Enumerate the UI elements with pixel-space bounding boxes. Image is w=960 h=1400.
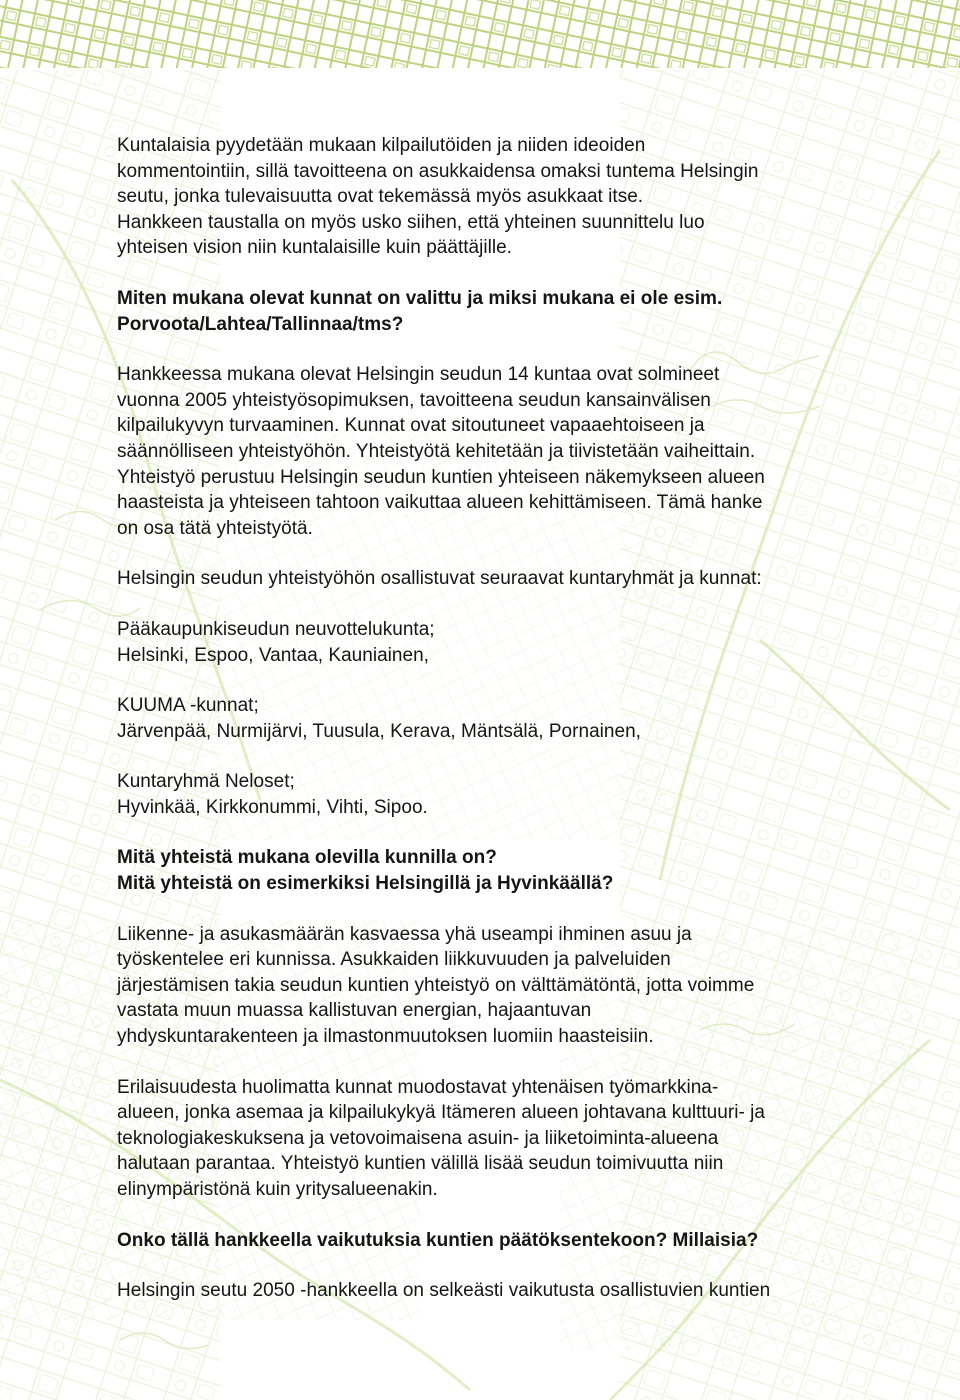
- labour-market-paragraph: Erilaisuudesta huolimatta kunnat muodostavat yhtenäisen työmarkkina- alueen, jonka asemaa ja kilpailukykyä Itämeren alueen johtavana kulttuuri- ja teknologiakeskuksena ja vetovoimaisena asuin- ja liiketoiminta-alueena halutaan parantaa. Yhteistyö kuntien välillä lisää seudun toimivuutta niin elinympäristönä kuin yritysalueenakin.: [117, 1076, 765, 1200]
- cooperation-paragraph: Hankkeessa mukana olevat Helsingin seudun 14 kuntaa ovat solmineet vuonna 2005 yhteistyösopimuksen, tavoitteena seudun kansainvälisen kilpailukyvyn turvaaminen. Kunnat ovat sitoutuneet vapaaehtoiseen ja säännölliseen yhteistyöhön. Yhteistyötä kehitetään ja tiivistetään vaiheittain. Yhteistyö perustuu Helsingin seudun kuntien yhteiseen näkemykseen alueen haasteista ja yhteiseen tahtoon vaikuttaa alueen kehittämiseen. Tämä hanke on osa tätä yhteistyötä.: [117, 364, 765, 539]
- question-common-ground: Mitä yhteistä mukana olevilla kunnilla on? Mitä yhteistä on esimerkiksi Helsingillä ja Hyvinkäällä?: [117, 847, 614, 895]
- document-body: [117, 133, 877, 1304]
- question-municipality-selection: Miten mukana olevat kunnat on valittu ja miksi mukana ei ole esim. Porvoota/Lahtea/Tallinnaa/tms?: [117, 287, 723, 335]
- header-map-band: [0, 0, 960, 68]
- closing-paragraph: Helsingin seutu 2050 -hankkeella on selkeästi vaikutusta osallistuvien kuntien: [117, 1280, 771, 1302]
- question-decision-making: Onko tällä hankkeella vaikutuksia kuntien päätöksentekoon? Millaisia?: [117, 1229, 759, 1251]
- kuuma-group: KUUMA -kunnat; Järvenpää, Nurmijärvi, Tuusula, Kerava, Mäntsälä, Pornainen,: [117, 695, 641, 742]
- mobility-paragraph: Liikenne- ja asukasmäärän kasvaessa yhä useampi ihminen asuu ja työskentelee eri kunnissa. Asukkaiden liikkuvuuden ja palveluiden järjestämisen takia seudun kuntien yhteistyö on välttämätöntä, jotta voimme vastata muun muassa kallistuvan energian, hajaantuvan yhdyskuntarakenteen ja ilmastonmuutoksen luomiin haasteisiin.: [117, 923, 755, 1048]
- neloset-group: Kuntaryhmä Neloset; Hyvinkää, Kirkkonummi, Vihti, Sipoo.: [117, 771, 428, 818]
- participants-intro: Helsingin seudun yhteistyöhön osallistuvat seuraavat kuntaryhmät ja kunnat:: [117, 568, 762, 590]
- capital-region-group: Pääkaupunkiseudun neuvottelukunta; Helsinki, Espoo, Vantaa, Kauniainen,: [117, 618, 435, 666]
- intro-paragraph: Kuntalaisia pyydetään mukaan kilpailutöiden ja niiden ideoiden kommentointiin, sillä tavoitteena on asukkaidensa omaksi tuntema Helsingin seutu, jonka tulevaisuutta ovat tekemässä myös asukkaat itse. Hankkeen taustalla on myös usko siihen, että yhteinen suunnittelu luo yhteisen vision niin kuntalaisille kuin päättäjille.: [117, 135, 759, 259]
